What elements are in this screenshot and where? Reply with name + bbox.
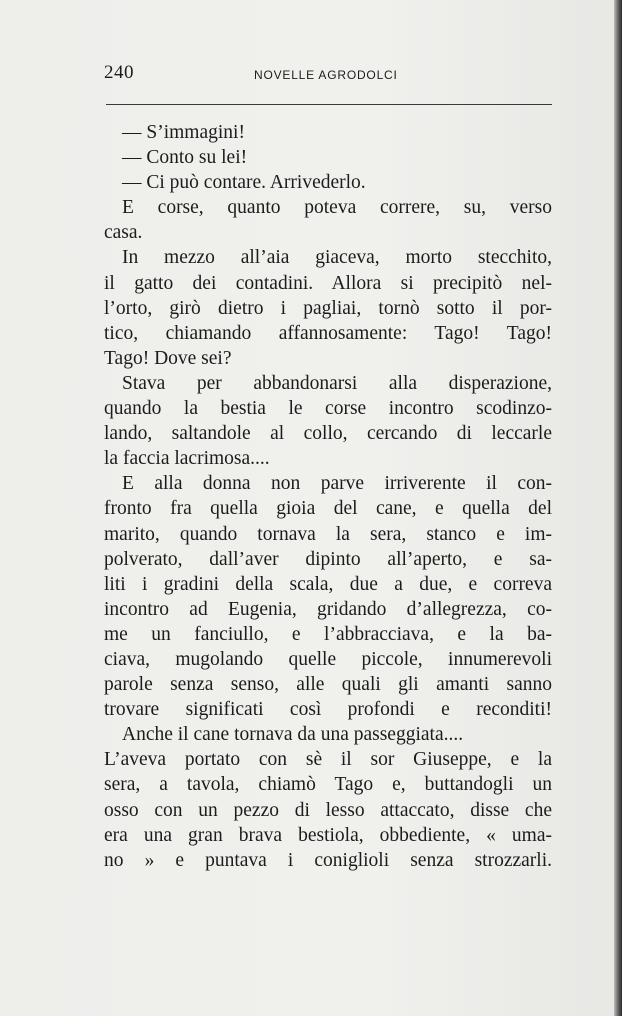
text-line: E corse, quanto poteva correre, su, verso <box>122 197 552 219</box>
text-line: parole senza senso, alle quali gli amanti sanno <box>104 674 552 696</box>
text-line: — Conto su lei! <box>122 147 248 169</box>
page-spine-edge <box>614 0 622 1016</box>
text-line: Stava per abbandonarsi alla disperazione, <box>122 372 552 394</box>
text-line: marito, quando tornava la sera, stanco e im- <box>104 523 552 545</box>
text-line: Anche il cane tornava da una passeggiata.... <box>122 724 464 746</box>
page-header <box>104 62 552 92</box>
text-line: L’aveva portato con sè il sor Giuseppe, e la <box>104 749 552 771</box>
page-number: 240 <box>104 62 134 83</box>
text-line: E alla donna non parve irriverente il con- <box>122 473 552 495</box>
text-line: tico, chiamando affannosamente: Tago! Tago! <box>104 322 552 344</box>
text-line: — Ci può contare. Arrivederlo. <box>122 172 366 194</box>
body-text <box>104 120 552 873</box>
header-rule <box>106 104 552 105</box>
text-line: era una gran brava bestiola, obbediente, « uma- <box>104 824 552 846</box>
text-line: osso con un pezzo di lesso attaccato, disse che <box>104 799 552 821</box>
text-line: incontro ad Eugenia, gridando d’allegrezza, co- <box>104 598 552 620</box>
text-line: no » e puntava i coniglioli senza strozzarli. <box>104 849 552 871</box>
text-line: In mezzo all’aia giaceva, morto stecchito, <box>122 247 552 269</box>
text-line: l’orto, girò dietro i pagliai, tornò sotto il por- <box>104 297 552 319</box>
running-head: NOVELLE AGRODOLCI <box>254 68 398 82</box>
text-line: — S’immagini! <box>122 122 245 143</box>
text-line: me un fanciullo, e l’abbracciava, e la ba- <box>104 623 552 645</box>
text-line: sera, a tavola, chiamò Tago e, buttandogli un <box>104 774 552 796</box>
text-line: liti i gradini della scala, due a due, e correva <box>104 573 552 595</box>
text-line: trovare significati così profondi e reconditi! <box>104 699 552 721</box>
text-line: ciava, mugolando quelle piccole, innumerevoli <box>104 648 552 670</box>
text-line: la faccia lacrimosa.... <box>104 448 270 470</box>
text-line: Tago! Dove sei? <box>104 347 232 369</box>
text-line: lando, saltandole al collo, cercando di leccarle <box>104 423 552 445</box>
text-line: polverato, dall’aver dipinto all’aperto, e sa- <box>104 548 552 570</box>
text-line: quando la bestia le corse incontro scodinzo- <box>104 398 552 420</box>
text-line: fronto fra quella gioia del cane, e quella del <box>104 498 552 520</box>
text-line: casa. <box>104 222 143 244</box>
text-line: il gatto dei contadini. Allora si precipitò nel- <box>104 272 552 294</box>
